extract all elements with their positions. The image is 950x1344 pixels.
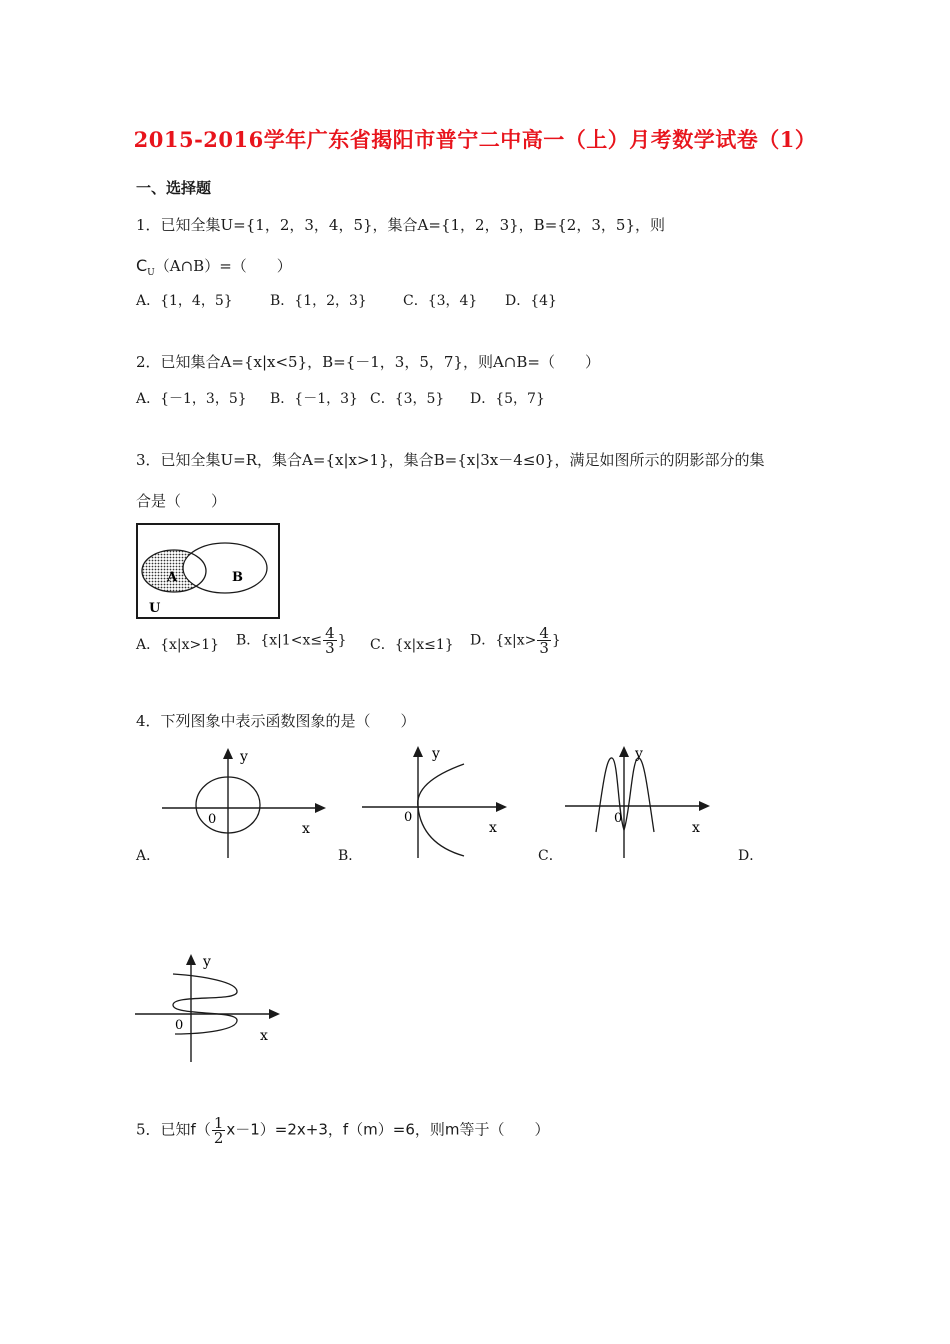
graph-d-sideways-wave bbox=[133, 950, 293, 1065]
q1-stem-line2 bbox=[136, 255, 292, 278]
q2-option-c[interactable]: C．{3，5} bbox=[370, 391, 445, 407]
set-b-label: B bbox=[232, 570, 243, 585]
fraction-4-3 bbox=[537, 626, 551, 655]
q5-stem-pre: 5．已知 bbox=[136, 1120, 191, 1139]
q1-option-b[interactable]: B．{1，2，3} bbox=[270, 293, 367, 309]
set-a-label: A bbox=[167, 570, 178, 585]
q3-stem-line2: 合是（ ） bbox=[136, 492, 227, 510]
page-title: 2015-2016学年广东省揭阳市普宁二中高一（上）月考数学试卷（1） bbox=[133, 127, 817, 152]
venn-diagram bbox=[136, 523, 282, 621]
graph-b-parabola bbox=[360, 742, 520, 860]
x-axis-label: x bbox=[692, 820, 700, 836]
q1-option-d[interactable]: D．{4} bbox=[505, 293, 557, 309]
fraction-denominator: 3 bbox=[325, 639, 335, 657]
q4-option-c[interactable]: C． bbox=[538, 848, 563, 864]
origin-label: 0 bbox=[208, 812, 217, 827]
q3-option-c[interactable]: C．{x|x≤1} bbox=[370, 637, 454, 653]
graph-a-circle bbox=[160, 745, 330, 860]
universe-label: U bbox=[149, 601, 161, 616]
section-heading: 一、选择题 bbox=[136, 179, 212, 197]
fraction-1-2 bbox=[212, 1116, 226, 1145]
q1-option-a[interactable]: A．{1，4，5} bbox=[136, 293, 233, 309]
fraction-4-3 bbox=[323, 626, 337, 655]
q4-option-b[interactable]: B． bbox=[338, 848, 363, 864]
q3-option-d[interactable] bbox=[470, 626, 561, 655]
q4-option-d[interactable]: D． bbox=[738, 848, 764, 864]
q3-option-b-close: } bbox=[337, 632, 347, 649]
y-axis-label: y bbox=[432, 746, 440, 762]
fraction-numerator: 4 bbox=[539, 624, 549, 642]
x-axis-label: x bbox=[302, 821, 310, 837]
q3-option-d-close: } bbox=[551, 632, 561, 649]
origin-label: 0 bbox=[175, 1018, 184, 1033]
fraction-denominator: 3 bbox=[539, 639, 549, 657]
q2-option-d[interactable]: D．{5，7} bbox=[470, 391, 545, 407]
y-axis-label: y bbox=[203, 954, 211, 970]
q4-stem: 4．下列图象中表示函数图象的是（ ） bbox=[136, 712, 416, 730]
fraction-numerator: 4 bbox=[325, 624, 335, 642]
y-axis-label: y bbox=[635, 746, 643, 762]
q2-stem: 2．已知集合A={x|x<5}，B={－1，3，5，7}，则A∩B=（ ） bbox=[136, 353, 600, 371]
origin-label: 0 bbox=[404, 810, 413, 825]
q4-option-a[interactable]: A． bbox=[136, 848, 161, 864]
origin-label: 0 bbox=[614, 811, 623, 826]
complement-symbol: C bbox=[136, 256, 148, 275]
q3-option-d-text: D．{x|x> bbox=[470, 632, 537, 649]
graph-c-function bbox=[560, 742, 720, 860]
q2-option-a[interactable]: A．{－1，3，5} bbox=[136, 391, 247, 407]
y-axis-label: y bbox=[240, 749, 248, 765]
fraction-numerator: 1 bbox=[213, 1114, 224, 1132]
q1-stem-rest: （A∩B）=（ ） bbox=[154, 257, 292, 275]
fraction-denominator: 2 bbox=[213, 1129, 224, 1147]
q3-option-a[interactable]: A．{x|x>1} bbox=[136, 637, 220, 653]
q3-option-b-text: B．{x|1<x≤ bbox=[236, 632, 323, 649]
x-axis-label: x bbox=[260, 1028, 268, 1044]
x-axis-label: x bbox=[489, 820, 497, 836]
q2-option-b[interactable]: B．{－1，3} bbox=[270, 391, 358, 407]
complement-subscript: U bbox=[147, 268, 155, 278]
q5-stem bbox=[136, 1116, 550, 1145]
q3-option-b[interactable] bbox=[236, 626, 347, 655]
q3-stem-line1: 3．已知全集U=R，集合A={x|x>1}，集合B={x|3x－4≤0}，满足如图所示的阴影部分的集 bbox=[136, 451, 765, 469]
q5-f-open: f（ bbox=[190, 1120, 211, 1139]
q1-stem-line1: 1．已知全集U={1，2，3，4，5}，集合A={1，2，3}，B={2，3，5}，则 bbox=[136, 216, 665, 234]
q5-stem-rest: x－1）=2x+3，f（m）=6，则m等于（ ） bbox=[226, 1120, 550, 1139]
q1-option-c[interactable]: C．{3，4} bbox=[403, 293, 478, 309]
